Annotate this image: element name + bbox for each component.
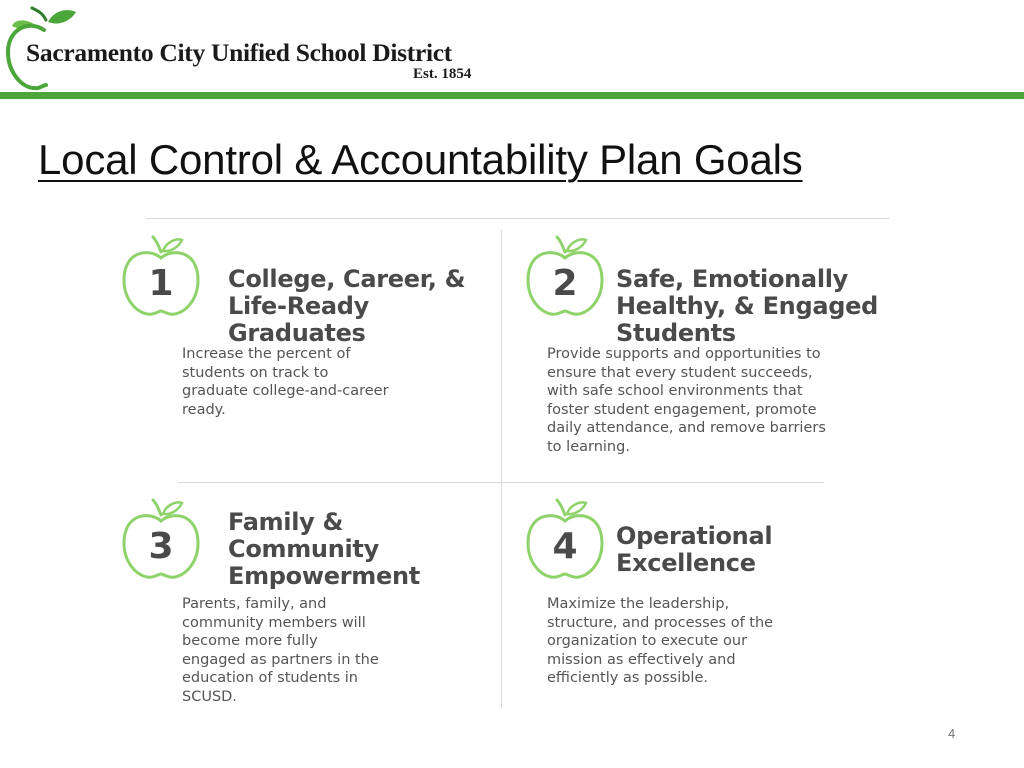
apple-icon bbox=[120, 234, 202, 318]
goals-infographic bbox=[110, 212, 910, 717]
goal-description: Increase the percent of students on track to graduate college-and-career ready. bbox=[182, 346, 389, 418]
goal-description: Provide supports and opportunities to ensure that every student succeeds, with safe school environments that foster student engagement, promote daily attendance, and remove barriers to learning. bbox=[547, 346, 826, 455]
goal-card-1 bbox=[120, 234, 500, 474]
header-divider bbox=[0, 92, 1024, 99]
goal-description: Maximize the leadership, structure, and processes of the organization to execute our mission as effectively and efficiently as possible. bbox=[547, 596, 774, 686]
goal-card-4 bbox=[524, 497, 904, 737]
goal-title: College, Career, & Life-Ready Graduates bbox=[228, 265, 466, 347]
goal-title: Safe, Emotionally Healthy, & Engaged Students bbox=[616, 265, 878, 347]
slide-title: Local Control & Accountability Plan Goals bbox=[38, 136, 803, 183]
page-number: 4 bbox=[948, 726, 956, 741]
district-name: Sacramento City Unified School District bbox=[26, 38, 452, 67]
goal-number: 3 bbox=[148, 526, 174, 567]
goal-title: Family & Community Empowerment bbox=[228, 508, 420, 590]
apple-icon bbox=[524, 497, 606, 581]
apple-icon bbox=[524, 234, 606, 318]
top-divider bbox=[146, 218, 889, 219]
goal-description: Parents, family, and community members will become more fully engaged as partners in the education of students in SCUSD. bbox=[182, 596, 379, 705]
goal-card-2 bbox=[524, 234, 904, 474]
goal-card-3 bbox=[120, 497, 500, 737]
goal-title: Operational Excellence bbox=[616, 522, 773, 577]
goal-number: 4 bbox=[552, 526, 578, 567]
goal-number: 1 bbox=[148, 263, 174, 304]
goal-number: 2 bbox=[552, 263, 578, 304]
apple-icon bbox=[120, 497, 202, 581]
slide-header bbox=[0, 0, 1024, 100]
district-established: Est. 1854 bbox=[413, 66, 472, 82]
